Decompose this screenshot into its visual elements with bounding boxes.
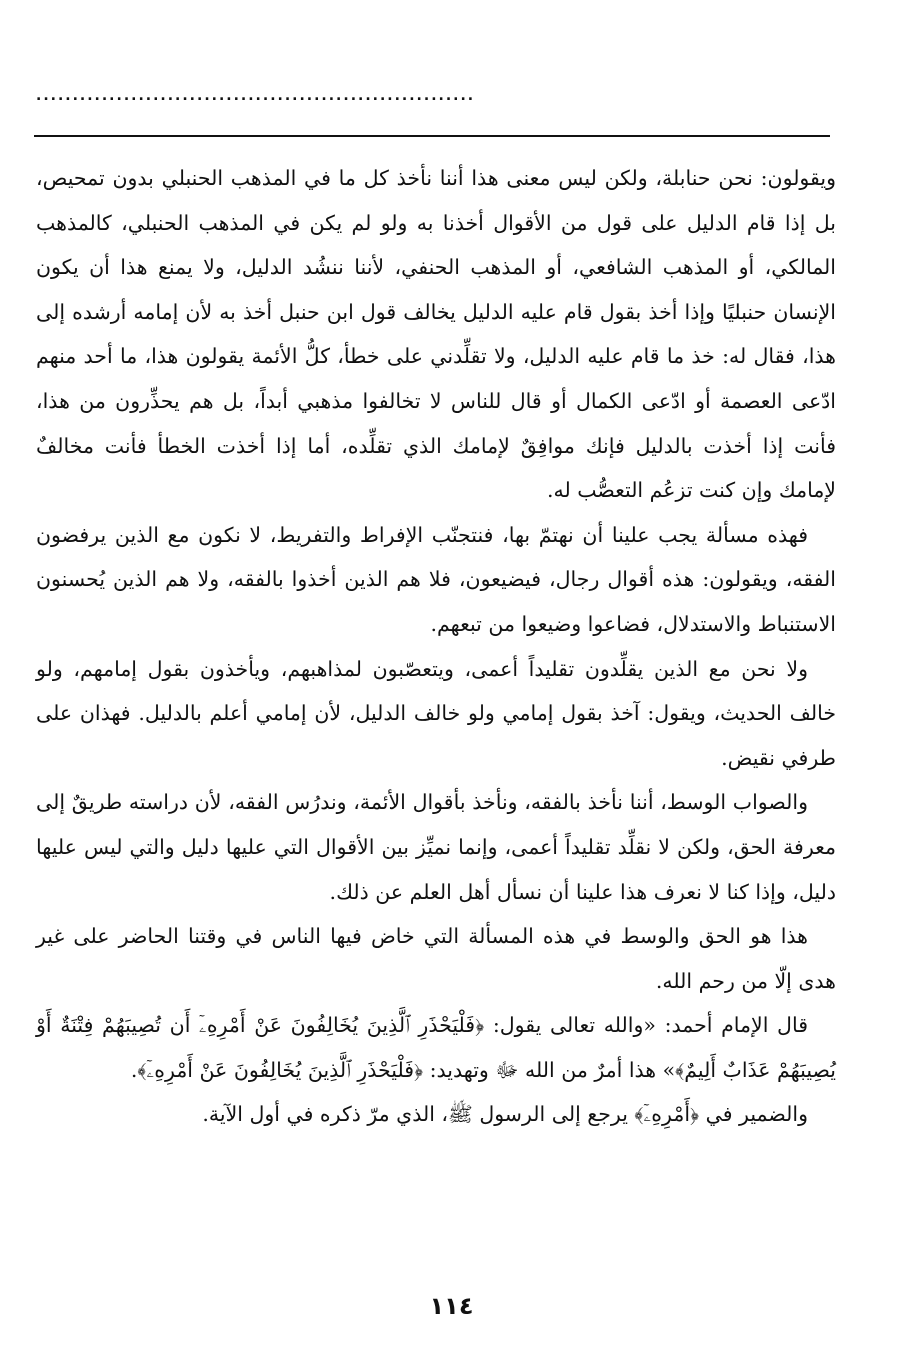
page-number: ١١٤ xyxy=(429,1292,474,1320)
last-suffix: يرجع إلى الرسول ﷺ، الذي مرّ ذكره في أول الآية. xyxy=(202,1102,635,1127)
quote-middle: » هذا أمرٌ من الله ﷻ وتهديد: xyxy=(423,1057,676,1082)
paragraph-4: والصواب الوسط، أننا نأخذ بالفقه، ونأخذ بأقوال الأئمة، وندرُس الفقه، لأن دراسته طريقٌ إلى معرفة الحق، ولكن لا نقلِّد تقليداً أعمى، وإنما نميِّز بين الأقوال التي عليها دليل والتي ليس عليها دليل، وإذا كنا لا نعرف هذا علينا أن نسأل أهل العلم عن ذلك. xyxy=(36,790,836,904)
paragraph-3: ولا نحن مع الذين يقلِّدون تقليداً أعمى، ويتعصّبون لمذاهبهم، ويأخذون بقول إمامهم، ولو خالف الحديث، ويقول: آخذ بقول إمامي ولو خالف الدليل، لأن إمامي أعلم بالدليل. فهذان على طرفي نقيض. xyxy=(36,656,836,770)
paragraph-2: فهذه مسألة يجب علينا أن نهتمّ بها، فنتجنّب الإفراط والتفريط، لا نكون مع الذين يرفضون الفقه، ويقولون: هذه أقوال رجال، فيضيعون، فلا هم الذين أخذوا بالفقه، ولا هم الذين يُحسنون الاستنباط والاستدلال، فضاعوا وضيعوا من تبعهم. xyxy=(36,522,836,636)
last-paragraph xyxy=(36,1092,836,1137)
quote-prefix: قال الإمام أحمد: «والله تعالى يقول: xyxy=(484,1013,808,1038)
header-rule xyxy=(34,135,830,137)
dotted-separator: ............................................................ xyxy=(36,92,476,100)
paragraph-5: هذا هو الحق والوسط في هذه المسألة التي خاض فيها الناس في وقتنا الحاضر على غير هدى إلّا من رحم الله. xyxy=(36,924,836,993)
quote-paragraph xyxy=(36,1003,836,1092)
last-prefix: والضمير في xyxy=(699,1102,808,1127)
quran-verse-3: ﴿أَمْرِهِۦٓ﴾ xyxy=(634,1102,700,1127)
page-body xyxy=(36,156,836,1137)
quran-verse-1: ﴿فَلْيَحْذَرِ ٱلَّذِينَ يُخَالِفُونَ عَنْ أَمْرِهِۦٓ أَن تُصِيبَهُمْ فِتْنَةٌ أَوْ يُصِيبَهُمْ عَذَابٌ أَلِيمٌ﴾ xyxy=(36,1013,836,1082)
quote-suffix: . xyxy=(130,1057,138,1082)
paragraph-1: ويقولون: نحن حنابلة، ولكن ليس معنى هذا أننا نأخذ كل ما في المذهب الحنبلي بدون تمحيص، بل إذا قام الدليل على قول من الأقوال أخذنا به ولو لم يكن في المذهب الحنبلي، كالمذهب المالكي، أو المذهب الشافعي، أو المذهب الحنفي، لأننا ننشُد الدليل، ولا يمنع هذا أن يكون الإنسان حنبليًا وإذا أخذ بقول قام عليه الدليل يخالف قول ابن حنبل أخذ به لأن إمامه أرشده إلى هذا، فقال له: خذ ما قام عليه الدليل، ولا تقلِّدني على خطأ، كلُّ الأئمة يقولون هذا، ما أحد منهم ادّعى العصمة أو ادّعى الكمال أو قال للناس لا تخالفوا مذهبي أبداً، بل هم يحذِّرون من هذا، فأنت إذا أخذت بالدليل فإنك موافِقٌ لإمامك الذي تقلِّده، أما إذا أخذت الخطأ فأنت مخالفٌ لإمامك وإن كنت تزعُم التعصُّب له. xyxy=(36,166,836,503)
quran-verse-2: ﴿فَلْيَحْذَرِ ٱلَّذِينَ يُخَالِفُونَ عَنْ أَمْرِهِۦٓ﴾ xyxy=(137,1057,424,1082)
